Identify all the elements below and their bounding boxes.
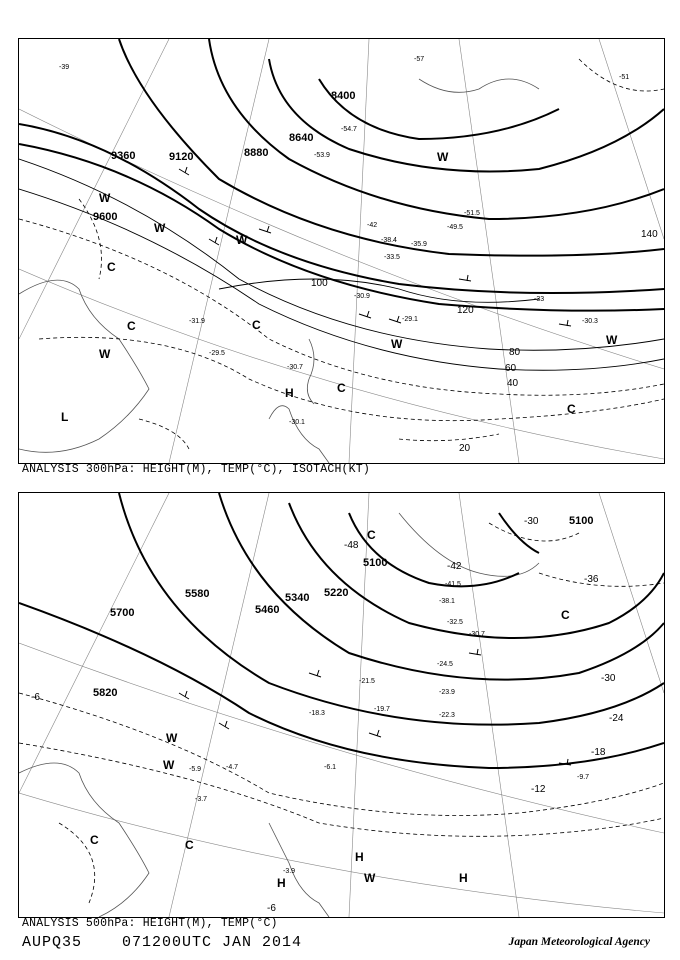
temp-label: -35.9 [411,241,427,248]
cold-marker: C [185,838,194,852]
isotach-label: 40 [507,378,519,389]
warm-marker: W [391,337,403,351]
station-value: -21.5 [359,678,375,685]
product-header [22,934,302,951]
station-value: -22.3 [439,712,455,719]
temp-contour-label: -18 [591,747,606,758]
temp-label: -29.5 [209,350,225,357]
product-id: AUPQ35 [22,934,83,951]
station-value: -19.7 [374,706,390,713]
analysis-500hpa-chart [18,492,665,918]
height-label: 9120 [169,151,194,163]
warm-marker: W [163,758,175,772]
station-value: -41.5 [445,581,461,588]
cold-marker: C [567,402,576,416]
temp-contour-label: -6 [31,692,40,703]
high-pressure-marker: H [355,850,364,864]
temp-contour-label: -24 [609,713,624,724]
cold-marker: C [107,260,116,274]
warm-marker: W [364,871,376,885]
cold-marker: C [337,381,346,395]
temp-label: -42 [367,222,378,229]
cold-marker: C [90,833,99,847]
temp-contour-label: -30 [601,673,616,684]
height-contours [19,493,664,768]
temp-label: -30.7 [287,364,303,371]
warm-marker: W [437,150,449,164]
height-label: 8400 [331,90,356,102]
temp-contour-label: -48 [344,540,359,551]
height-label: 8880 [244,147,269,159]
height-label: 5340 [285,592,310,604]
station-value: -5.9 [189,766,202,773]
analysis-300hpa-chart [18,38,665,464]
station-value: -18.3 [309,710,325,717]
station-value: -38.1 [439,598,455,605]
temp-label: -30.9 [354,293,370,300]
station-value: -30.7 [469,631,485,638]
station-value: -3.7 [195,796,208,803]
temp-label: -49.5 [447,224,463,231]
temp-label: -53.9 [314,152,330,159]
temp-label: -38.4 [381,237,397,244]
height-label: 5220 [324,587,349,599]
warm-marker: W [606,333,618,347]
temp-contour-label: -6 [267,903,276,914]
cold-marker: C [367,528,376,542]
height-label: 5460 [255,604,280,616]
height-contours [19,39,664,311]
temp-label: -39 [59,64,70,71]
warm-marker: W [99,191,111,205]
warm-marker: W [154,221,166,235]
temp-contour-label: -12 [531,784,546,795]
station-value: -23.9 [439,689,455,696]
station-value: -4.7 [226,764,239,771]
warm-marker: W [99,347,111,361]
height-label: 8640 [289,132,314,144]
low-pressure-marker: L [61,410,69,424]
temp-contour-label: -30 [524,516,539,527]
cold-marker: C [127,319,136,333]
height-label: 5580 [185,588,210,600]
panel-500-caption: ANALYSIS 500hPa: HEIGHT(M), TEMP(°C) [22,917,278,930]
agency-credit: Japan Meteorological Agency [508,936,650,948]
isotachs [19,159,664,370]
height-label: 5700 [110,607,135,619]
high-pressure-marker: H [277,876,286,890]
temp-label: -51 [619,74,630,81]
temp-label: -30.1 [289,419,305,426]
cold-marker: C [561,608,570,622]
station-value: -24.5 [437,661,453,668]
height-label: 5100 [569,515,594,527]
isotach-label: 60 [505,363,517,374]
high-pressure-marker: H [285,386,294,400]
cold-marker: C [252,318,261,332]
isotach-label: 120 [457,305,474,316]
map-500hpa [19,493,664,917]
height-label: 9360 [111,150,136,162]
station-value: -9.7 [577,774,590,781]
temp-contour-label: -42 [447,561,462,572]
warm-marker: W [236,233,248,247]
station-value: -3.9 [283,868,296,875]
station-value: -6.1 [324,764,337,771]
temp-label: -29.1 [402,316,418,323]
valid-time: 071200UTC JAN 2014 [122,934,303,951]
map-300hpa [19,39,664,463]
panel-300-caption: ANALYSIS 300hPa: HEIGHT(M), TEMP(°C), ISOTACH(KT) [22,463,370,476]
high-pressure-marker: H [459,871,468,885]
isotach-label: 100 [311,278,328,289]
isotach-label: 80 [509,347,521,358]
height-label: 5820 [93,687,118,699]
temp-label: -31.9 [189,318,205,325]
temp-contour-label: -36 [584,574,599,585]
isotach-label: 20 [459,443,471,454]
height-label: 5100 [363,557,388,569]
height-label: 9600 [93,211,118,223]
temp-label: -33.5 [384,254,400,261]
temp-label: -57 [414,56,425,63]
temp-label: -30.3 [582,318,598,325]
temp-label: -33 [534,296,545,303]
temp-label: -51.5 [464,210,480,217]
station-value: -32.5 [447,619,463,626]
warm-marker: W [166,731,178,745]
temp-label: -54.7 [341,126,357,133]
isotach-label: 140 [641,229,658,240]
coastline [19,513,539,917]
